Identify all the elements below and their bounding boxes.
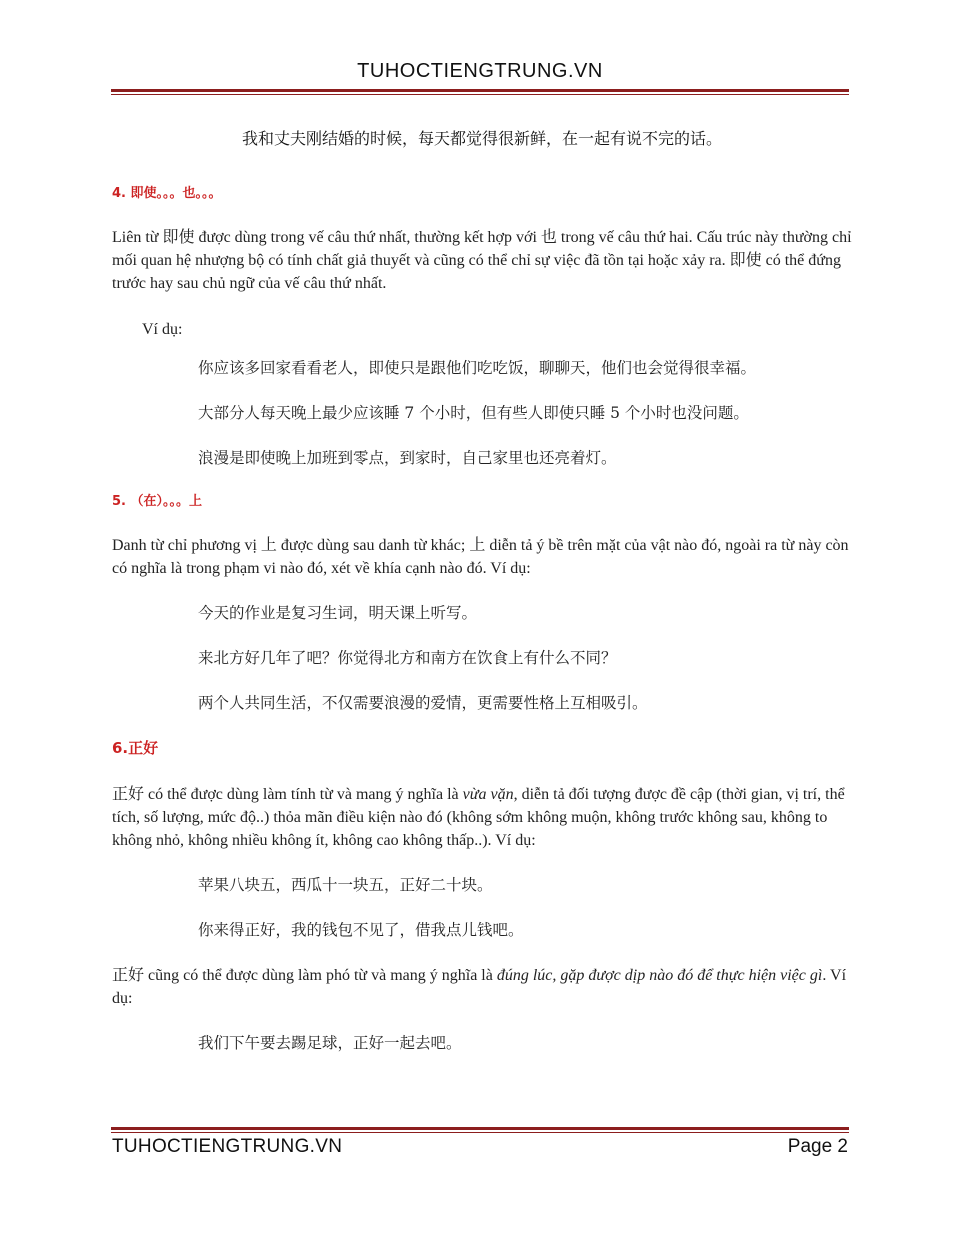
top-example-sentence: 我和丈夫刚结婚的时候，每天都觉得很新鲜，在一起有说不完的话。: [241, 129, 722, 148]
paragraph-text: . Ví dụ:: [112, 967, 847, 1007]
section-heading: 6.正好: [112, 739, 159, 757]
paragraph-italic: đúng lúc, gặp được dịp nào đó để thực hiện việc gì: [496, 967, 823, 984]
section-paragraph: Liên từ 即使 được dùng trong vế câu thứ nhất, thường kết hợp với 也 trong vế câu thứ hai. Cấu trúc này thường chỉ mối quan hệ nhượng bộ có tính chất giả thuyết và cũng có thể chỉ sự việc đã tồn tại hoặc xảy ra. 即使 có thể đứng trước hay sau chủ ngữ của vế câu thứ nhất.: [112, 229, 852, 292]
section-6: [112, 737, 852, 1055]
footer-rule: [111, 1127, 849, 1133]
example-sentence: 两个人共同生活，不仅需要浪漫的爱情，更需要性格上互相吸引。: [198, 694, 648, 712]
section-paragraph: [112, 783, 852, 852]
section-5: [112, 490, 852, 715]
footer-site-title: TUHOCTIENGTRUNG.VN: [112, 1136, 343, 1157]
section-paragraph: Danh từ chỉ phương vị 上 được dùng sau danh từ khác; 上 diễn tả ý bề trên mặt của vật nào đó, ngoài ra từ này còn có nghĩa là trong phạm vi nào đó, xét về khía cạnh nào đó. Ví dụ:: [112, 537, 849, 577]
example-sentence: 浪漫是即使晚上加班到零点，到家时，自己家里也还亮着灯。: [198, 449, 617, 467]
example-label: Ví dụ:: [142, 321, 183, 338]
section-heading: 4. 即使。。。也。。。: [112, 186, 222, 201]
section-paragraph: [112, 964, 852, 1010]
section-heading: 5. （在）。。。上: [112, 494, 203, 509]
example-sentence: 苹果八块五，西瓜十一块五，正好二十块。: [198, 876, 493, 894]
paragraph-italic: vừa vặn: [462, 786, 514, 803]
paragraph-text: 正好 cũng có thể được dùng làm phó từ và mang ý nghĩa là: [112, 967, 497, 984]
section-4: [112, 182, 852, 470]
footer-page-number: Page 2: [787, 1136, 848, 1157]
page-content: [112, 118, 852, 1055]
example-sentence: 你应该多回家看看老人，即使只是跟他们吃吃饭，聊聊天，他们也会觉得很幸福。: [198, 359, 757, 377]
example-sentence: 你来得正好，我的钱包不见了，借我点儿钱吧。: [198, 921, 524, 939]
example-sentence: 今天的作业是复习生词，明天课上听写。: [198, 604, 478, 622]
header-site-title: TUHOCTIENGTRUNG.VN: [357, 60, 603, 82]
paragraph-text: 正好 có thể được dùng làm tính từ và mang ý nghĩa là: [112, 786, 463, 803]
example-sentence: 来北方好几年了吧？你觉得北方和南方在饮食上有什么不同？: [198, 649, 617, 667]
header-rule: [111, 89, 849, 95]
example-sentence: 大部分人每天晚上最少应该睡 7 个小时，但有些人即使只睡 5 个小时也没问题。: [198, 404, 749, 422]
paragraph-text: , diễn tả đối tượng được đề cập (thời gian, vị trí, thể tích, số lượng, mức độ..) thỏa mãn điều kiện nào đó (không sớm không muộn, không trước không sau, không to không nhỏ, không nhiều không ít, không cao không thấp..). Ví dụ:: [112, 786, 845, 849]
example-sentence: 我们下午要去踢足球，正好一起去吧。: [198, 1034, 462, 1052]
